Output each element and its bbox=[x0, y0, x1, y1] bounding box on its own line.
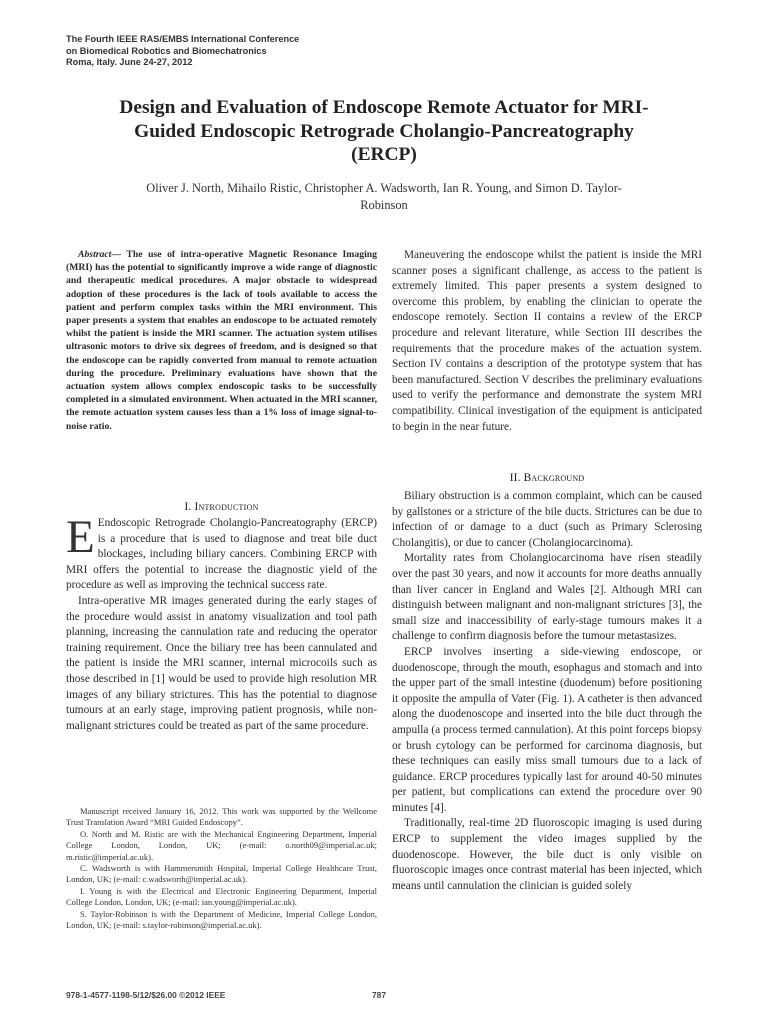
paragraph bbox=[66, 511, 377, 594]
right-column-intro bbox=[392, 248, 702, 435]
paragraph: Mortality rates from Cholangiocarcinoma have risen steadily over the past 30 years, and now it accounts for more deaths annually than liver cancer in England and Wales [2]. Although MRI can distinguish between malignant and non-malignant strictures [3], the small size and inaccessibility of early-stage tumours makes it a challenge to confirm diagnosis before the tumour metastasizes. bbox=[392, 552, 702, 643]
footnote: S. Taylor-Robinson is with the Department of Medicine, Imperial College London, London, UK; (e-mail: s.taylor-robinson@imperial.ac.uk). bbox=[66, 908, 377, 931]
authors-line: Robinson bbox=[360, 198, 408, 212]
section-heading-introduction: I. Introduction bbox=[184, 501, 259, 513]
conference-header bbox=[66, 34, 466, 69]
page-number: 787 bbox=[372, 990, 386, 1000]
conference-line: on Biomedical Robotics and Biomechatronics bbox=[66, 45, 267, 56]
footnote: O. North and M. Ristic are with the Mechanical Engineering Department, Imperial College London, London, UK; (e-mail: o.north09@imperial.ac.uk; m.ristic@imperial.ac.uk). bbox=[66, 828, 377, 862]
introduction-body bbox=[66, 511, 377, 734]
footnote: Manuscript received January 16, 2012. This work was supported by the Wellcome Trust Translation Award “MRI Guided Endoscopy”. bbox=[66, 806, 377, 828]
abstract-text: The use of intra-operative Magnetic Resonance Imaging (MRI) has the potential to significantly improve a wide range of diagnostic and therapeutic medical procedures. A major obstacle to widespread adoption of these procedures is the lack of tools available to access the patient and perform complex tasks within the MRI environment. This paper presents a system that enables an endoscope to be actuated remotely whilst the patient is inside the MRI scanner. The actuation system utilises ultrasonic motors to drive six degrees of freedom, and is designed so that the endoscope can be rapidly converted from manual to remote actuation during the procedure. Preliminary evaluations have shown that the actuation system allows complex endoscopic tasks to be successfully completed in a simulated environment. When actuated in the MRI scanner, the remote actuation system causes less than a 1% loss of image signal-to-noise ratio. bbox=[66, 249, 377, 432]
footnote: C. Wadsworth is with Hammersmith Hospital, Imperial College Healthcare Trust, London, UK; (e-mail: c.wadsworth@imperial.ac.uk). bbox=[66, 863, 377, 885]
footnotes bbox=[66, 806, 377, 931]
conference-location-date: Roma, Italy. June 24-27, 2012 bbox=[66, 57, 193, 68]
abstract bbox=[66, 248, 377, 433]
paragraph: Maneuvering the endoscope whilst the patient is inside the MRI scanner poses a significant challenge, as access to the patient is extremely limited. This paper presents a system designed to overcome this problem, by enabling the clinician to operate the endoscope remotely. Section II contains a review of the ERCP procedure and relevant literature, while Section III describes the requirements that the procedure makes of the actuation system. Section IV contains a description of the prototype system that has been manufactured. Section V describes the preliminary evaluations used to verify the performance and demonstrate the system MRI compatibility. Clinical investigation of the equipment is anticipated to begin in the near future. bbox=[392, 249, 702, 433]
background-body bbox=[392, 489, 702, 894]
paragraph: Biliary obstruction is a common complaint, which can be caused by gallstones or a stricture of the bile ducts. Strictures can be due to infection of or damage to a duct (such as Primary Sclerosing Cholangitis), or due to cancer (Cholangiocarcinoma). bbox=[392, 490, 702, 549]
author-list bbox=[80, 180, 688, 214]
conference-line: The Fourth IEEE RAS/EMBS International Conference bbox=[66, 34, 300, 44]
paper-title bbox=[80, 96, 688, 167]
footnote: I. Young is with the Electrical and Electronic Engineering Department, Imperial College London, London, UK; (e-mail: ian.young@imperial.ac.uk). bbox=[66, 885, 377, 908]
paragraph: Intra-operative MR images generated during the early stages of the procedure would assist in anatomy visualization and tool path planning, increasing the cannulation rate and reducing the operator training requirement. Once the biliary tree has been cannulated and the patient is inside the MRI scanner, internal microcoils such as those described in [1] would be used to provide high resolution MR images of any biliary strictures. This has the potential to diagnose tumours at an early stage, improving patient prognosis, while non-malignant strictures could be treated as part of the same procedure. bbox=[66, 594, 377, 732]
paragraph: Traditionally, real-time 2D fluoroscopic imaging is used during ERCP to supplement the video images supplied by the duodenoscope. However, the bile duct is only visible on fluoroscopic images once contrast material has been injected, which means until cannulation the clinician is guided solely bbox=[392, 817, 702, 892]
paragraph-text: Endoscopic Retrograde Cholangio-Pancreatography (ERCP) is a procedure that is used to diagnose and treat bile duct blockages, including biliary cancers. Combining ERCP with MRI offers the potential to increase the diagnostic yield of the procedure as well as improving the technical success rate. bbox=[66, 517, 377, 592]
section-heading-background: II. Background bbox=[509, 472, 585, 484]
authors-line: Oliver J. North, Mihailo Ristic, Christopher A. Wadsworth, Ian R. Young, and Simon D. Taylor- bbox=[146, 181, 622, 195]
title-line: Design and Evaluation of Endoscope Remote Actuator for MRI- bbox=[119, 97, 649, 118]
paragraph: ERCP involves inserting a side-viewing endoscope, or duodenoscope, through the mouth, esophagus and stomach and into the upper part of the small intestine (duodenum) before positioning it opposite the ampulla of Vater (Fig. 1). A catheter is then advanced along the duodenoscope and inserted into the bile duct through the ampulla (a process termed cannulation). At this point forceps biopsy or brush cytology can be performed for carcinoma diagnosis, but these techniques can easily miss small tumours due to a lack of guidance. ERCP procedures typically last for around 40-50 minutes per patient, but complications can extend the procedure over 90 minutes [4]. bbox=[392, 645, 702, 814]
title-line: (ERCP) bbox=[351, 144, 417, 166]
title-line: Guided Endoscopic Retrograde Cholangio-Pancreatography bbox=[134, 120, 634, 142]
copyright-footer: 978-1-4577-1198-5/12/$26.00 ©2012 IEEE bbox=[66, 990, 226, 1000]
abstract-label: Abstract— bbox=[78, 249, 122, 260]
drop-cap: E bbox=[66, 511, 95, 563]
